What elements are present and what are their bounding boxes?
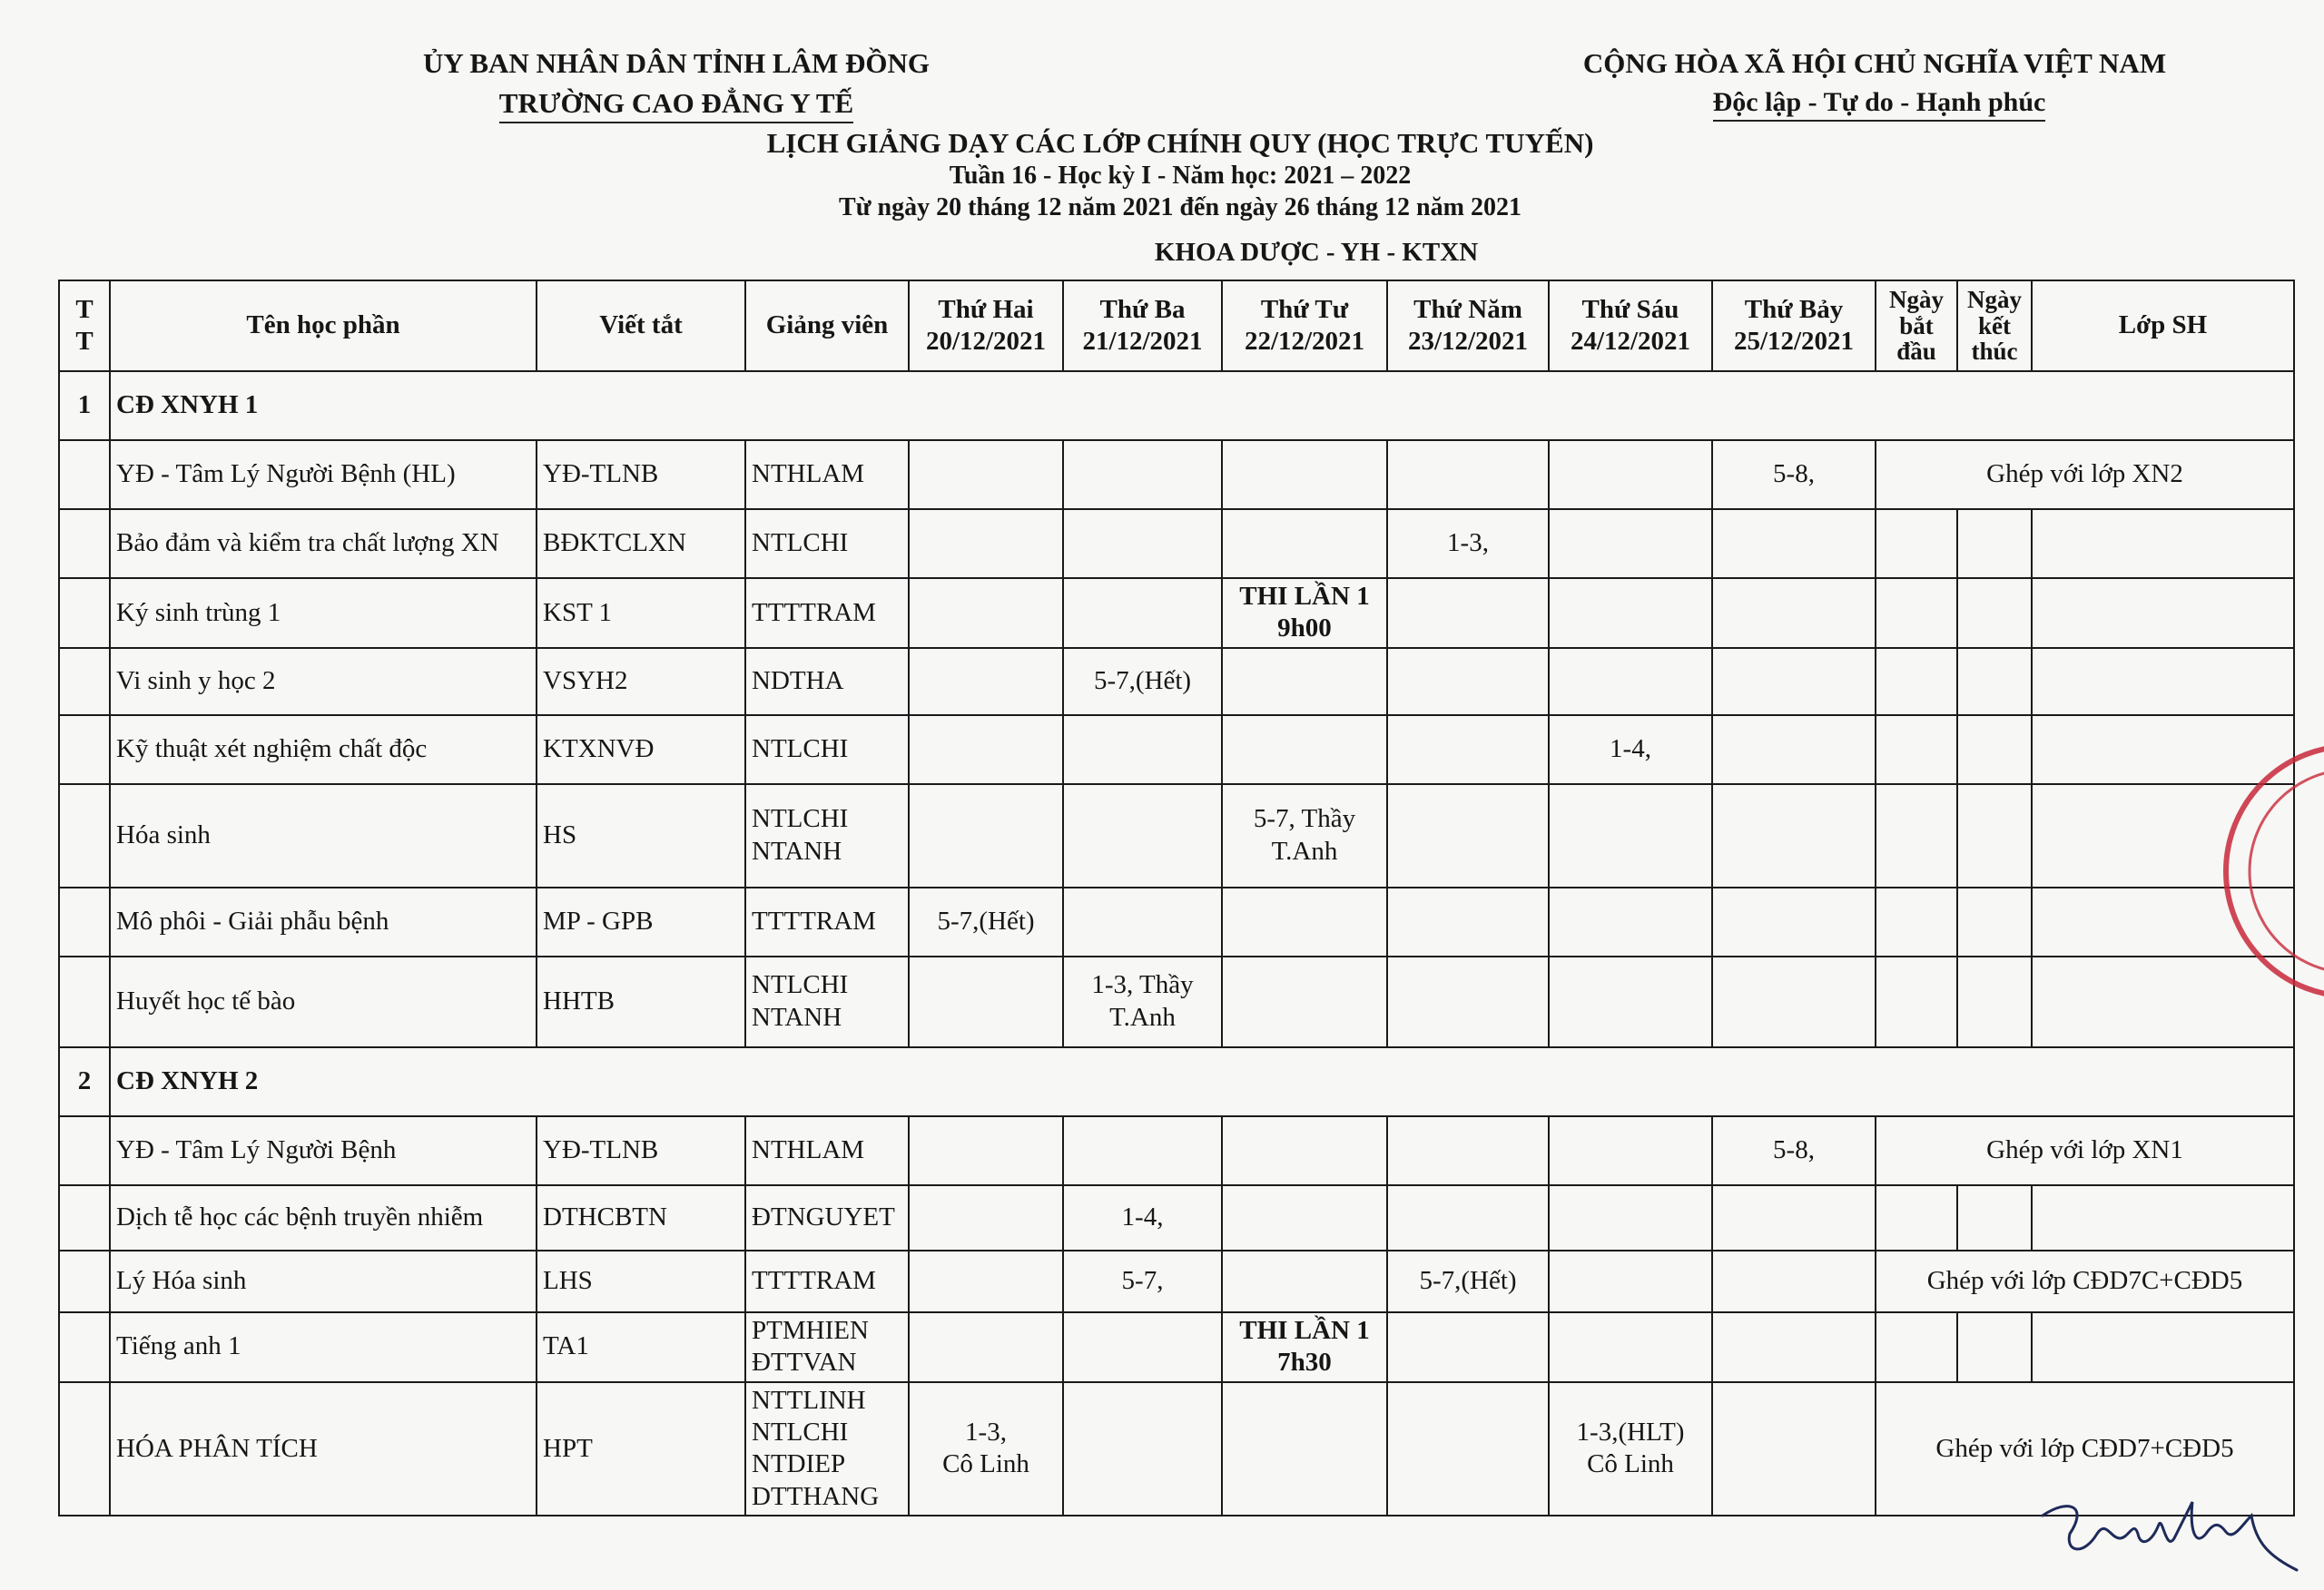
table-row (59, 1116, 2294, 1185)
tue-cell (1063, 1116, 1222, 1185)
abbr-cell: HS (537, 784, 745, 888)
abbr-cell: YĐ-TLNB (537, 440, 745, 509)
abbr-cell: KST 1 (537, 578, 745, 648)
col-header-thu: Thứ Năm 23/12/2021 (1387, 280, 1549, 371)
sat-cell (1712, 784, 1876, 888)
table-row (59, 1251, 2294, 1312)
teacher-cell: NTLCHI (745, 715, 909, 784)
mon-cell (909, 509, 1063, 578)
thu-cell (1387, 1116, 1549, 1185)
org-line-2 (427, 87, 926, 120)
fri-cell (1549, 1185, 1712, 1251)
sat-cell (1712, 1382, 1876, 1516)
thu-cell: 5-7,(Hết) (1387, 1251, 1549, 1312)
wed-cell (1222, 440, 1387, 509)
nation-line-1: CỘNG HÒA XÃ HỘI CHỦ NGHĨA VIỆT NAM (1582, 47, 2167, 79)
col-header-tue: Thứ Ba 21/12/2021 (1063, 280, 1222, 371)
sat-cell (1712, 648, 1876, 715)
thu-cell (1387, 1382, 1549, 1516)
fri-cell (1549, 1312, 1712, 1382)
thu-cell (1387, 888, 1549, 957)
group-row (59, 1047, 2294, 1116)
col-header-start: Ngày bắt đầu (1876, 280, 1957, 371)
subject-cell: Tiếng anh 1 (110, 1312, 537, 1382)
official-stamp (2215, 735, 2324, 1007)
date-range: Từ ngày 20 tháng 12 năm 2021 đến ngày 26 tháng 12 năm 2021 (839, 193, 1521, 221)
sat-cell (1712, 888, 1876, 957)
motto: Độc lập - Tự do - Hạnh phúc (1713, 87, 2046, 122)
wed-cell (1222, 957, 1387, 1047)
abbr-cell: HHTB (537, 957, 745, 1047)
mon-cell: 5-7,(Hết) (909, 888, 1063, 957)
tue-cell (1063, 715, 1222, 784)
note-cell: Ghép với lớp CĐD7+CĐD5 (1876, 1382, 2294, 1516)
org-line-1: ỦY BAN NHÂN DÂN TỈNH LÂM ĐỒNG (422, 47, 930, 79)
fri-cell: 1-3,(HLT) Cô Linh (1549, 1382, 1712, 1516)
sat-cell (1712, 957, 1876, 1047)
teacher-cell: TTTTRAM (745, 1251, 909, 1312)
mon-cell (909, 957, 1063, 1047)
note-cell: Ghép với lớp CĐD7C+CĐD5 (1876, 1251, 2294, 1312)
subject-cell: Huyết học tế bào (110, 957, 537, 1047)
teacher-cell: PTMHIEN ĐTTVAN (745, 1312, 909, 1382)
mon-cell (909, 1185, 1063, 1251)
tue-cell (1063, 509, 1222, 578)
mon-cell: 1-3, Cô Linh (909, 1382, 1063, 1516)
teacher-cell: TTTTRAM (745, 888, 909, 957)
fri-cell: 1-4, (1549, 715, 1712, 784)
teacher-cell: NTLCHI (745, 509, 909, 578)
teacher-cell: TTTTRAM (745, 578, 909, 648)
col-header-sat: Thứ Bảy 25/12/2021 (1712, 280, 1876, 371)
col-header-mon: Thứ Hai 20/12/2021 (909, 280, 1063, 371)
wed-cell (1222, 715, 1387, 784)
mon-cell (909, 784, 1063, 888)
col-header-teacher: Giảng viên (745, 280, 909, 371)
mon-cell (909, 648, 1063, 715)
fri-cell (1549, 888, 1712, 957)
fri-cell (1549, 509, 1712, 578)
table-row (59, 440, 2294, 509)
thu-cell (1387, 440, 1549, 509)
table-row (59, 784, 2294, 888)
teacher-cell: NTLCHI NTANH (745, 957, 909, 1047)
fri-cell (1549, 957, 1712, 1047)
mon-cell (909, 578, 1063, 648)
wed-cell: THI LẦN 1 7h30 (1222, 1312, 1387, 1382)
subject-cell: Vi sinh y học 2 (110, 648, 537, 715)
sat-cell (1712, 578, 1876, 648)
table-row (59, 715, 2294, 784)
mon-cell (909, 715, 1063, 784)
tue-cell: 5-7,(Hết) (1063, 648, 1222, 715)
note-cell: Ghép với lớp XN1 (1876, 1116, 2294, 1185)
thu-cell (1387, 784, 1549, 888)
sat-cell (1712, 1185, 1876, 1251)
group-row (59, 371, 2294, 440)
tue-cell (1063, 1382, 1222, 1516)
sat-cell (1712, 509, 1876, 578)
subject-cell: Hóa sinh (110, 784, 537, 888)
wed-cell (1222, 1116, 1387, 1185)
subject-cell: Kỹ thuật xét nghiệm chất độc (110, 715, 537, 784)
fri-cell (1549, 1251, 1712, 1312)
thu-cell (1387, 578, 1549, 648)
col-header-wed: Thứ Tư 22/12/2021 (1222, 280, 1387, 371)
fri-cell (1549, 648, 1712, 715)
teacher-cell: NTTLINH NTLCHI NTDIEP DTTHANG (745, 1382, 909, 1516)
week-subtitle: Tuần 16 - Học kỳ I - Năm học: 2021 – 2022 (949, 162, 1412, 190)
table-row (59, 1185, 2294, 1251)
mon-cell (909, 440, 1063, 509)
subject-cell: YĐ - Tâm Lý Người Bệnh (HL) (110, 440, 537, 509)
abbr-cell: YĐ-TLNB (537, 1116, 745, 1185)
tue-cell: 1-3, Thầy T.Anh (1063, 957, 1222, 1047)
table-row (59, 888, 2294, 957)
wed-cell (1222, 1185, 1387, 1251)
group-number: 1 (59, 371, 110, 440)
subject-cell: YĐ - Tâm Lý Người Bệnh (110, 1116, 537, 1185)
abbr-cell: KTXNVĐ (537, 715, 745, 784)
table-row (59, 509, 2294, 578)
fri-cell (1549, 578, 1712, 648)
group-number: 2 (59, 1047, 110, 1116)
tue-cell (1063, 440, 1222, 509)
signature (2034, 1488, 2306, 1579)
table-row (59, 1382, 2294, 1516)
thu-cell (1387, 715, 1549, 784)
abbr-cell: MP - GPB (537, 888, 745, 957)
table-row (59, 648, 2294, 715)
sat-cell (1712, 1251, 1876, 1312)
thu-cell (1387, 648, 1549, 715)
wed-cell (1222, 1382, 1387, 1516)
tue-cell (1063, 784, 1222, 888)
thu-cell (1387, 957, 1549, 1047)
fri-cell (1549, 784, 1712, 888)
teacher-cell: NTLCHI NTANH (745, 784, 909, 888)
tue-cell (1063, 888, 1222, 957)
subject-cell: Bảo đảm và kiểm tra chất lượng XN (110, 509, 537, 578)
col-header-subject: Tên học phần (110, 280, 537, 371)
mon-cell (909, 1116, 1063, 1185)
sat-cell: 5-8, (1712, 440, 1876, 509)
wed-cell (1222, 888, 1387, 957)
teacher-cell: ĐTNGUYET (745, 1185, 909, 1251)
group-name: CĐ XNYH 1 (110, 371, 2294, 440)
subject-cell: Dịch tễ học các bệnh truyền nhiễm (110, 1185, 537, 1251)
header-row (59, 280, 2294, 371)
abbr-cell: DTHCBTN (537, 1185, 745, 1251)
subject-cell: Lý Hóa sinh (110, 1251, 537, 1312)
abbr-cell: HPT (537, 1382, 745, 1516)
wed-cell: THI LẦN 1 9h00 (1222, 578, 1387, 648)
school-name: TRƯỜNG CAO ĐẲNG Y TẾ (499, 87, 853, 123)
abbr-cell: VSYH2 (537, 648, 745, 715)
col-header-end: Ngày kết thúc (1957, 280, 2032, 371)
department-name: KHOA DƯỢC - YH - KTXN (1154, 238, 1479, 267)
mon-cell (909, 1312, 1063, 1382)
tue-cell: 1-4, (1063, 1185, 1222, 1251)
sat-cell (1712, 715, 1876, 784)
nation-line-2 (1561, 87, 2197, 118)
wed-cell (1222, 648, 1387, 715)
table-row (59, 1312, 2294, 1382)
wed-cell (1222, 509, 1387, 578)
col-header-tt: T T (59, 280, 110, 371)
abbr-cell: TA1 (537, 1312, 745, 1382)
wed-cell (1222, 1251, 1387, 1312)
table-row (59, 957, 2294, 1047)
teacher-cell: NTHLAM (745, 1116, 909, 1185)
thu-cell: 1-3, (1387, 509, 1549, 578)
thu-cell (1387, 1312, 1549, 1382)
subject-cell: Mô phôi - Giải phẫu bệnh (110, 888, 537, 957)
thu-cell (1387, 1185, 1549, 1251)
col-header-class: Lớp SH (2032, 280, 2294, 371)
mon-cell (909, 1251, 1063, 1312)
teacher-cell: NDTHA (745, 648, 909, 715)
tue-cell: 5-7, (1063, 1251, 1222, 1312)
sat-cell: 5-8, (1712, 1116, 1876, 1185)
col-header-fri: Thứ Sáu 24/12/2021 (1549, 280, 1712, 371)
subject-cell: HÓA PHÂN TÍCH (110, 1382, 537, 1516)
fri-cell (1549, 440, 1712, 509)
table-row (59, 578, 2294, 648)
wed-cell: 5-7, Thầy T.Anh (1222, 784, 1387, 888)
sat-cell (1712, 1312, 1876, 1382)
page-title: LỊCH GIẢNG DẠY CÁC LỚP CHÍNH QUY (HỌC TRỰC TUYẾN) (766, 127, 1594, 159)
tue-cell (1063, 578, 1222, 648)
fri-cell (1549, 1116, 1712, 1185)
teacher-cell: NTHLAM (745, 440, 909, 509)
col-header-abbr: Viết tắt (537, 280, 745, 371)
tue-cell (1063, 1312, 1222, 1382)
subject-cell: Ký sinh trùng 1 (110, 578, 537, 648)
group-name: CĐ XNYH 2 (110, 1047, 2294, 1116)
schedule-table (58, 280, 2295, 1516)
abbr-cell: LHS (537, 1251, 745, 1312)
abbr-cell: BĐKTCLXN (537, 509, 745, 578)
note-cell: Ghép với lớp XN2 (1876, 440, 2294, 509)
